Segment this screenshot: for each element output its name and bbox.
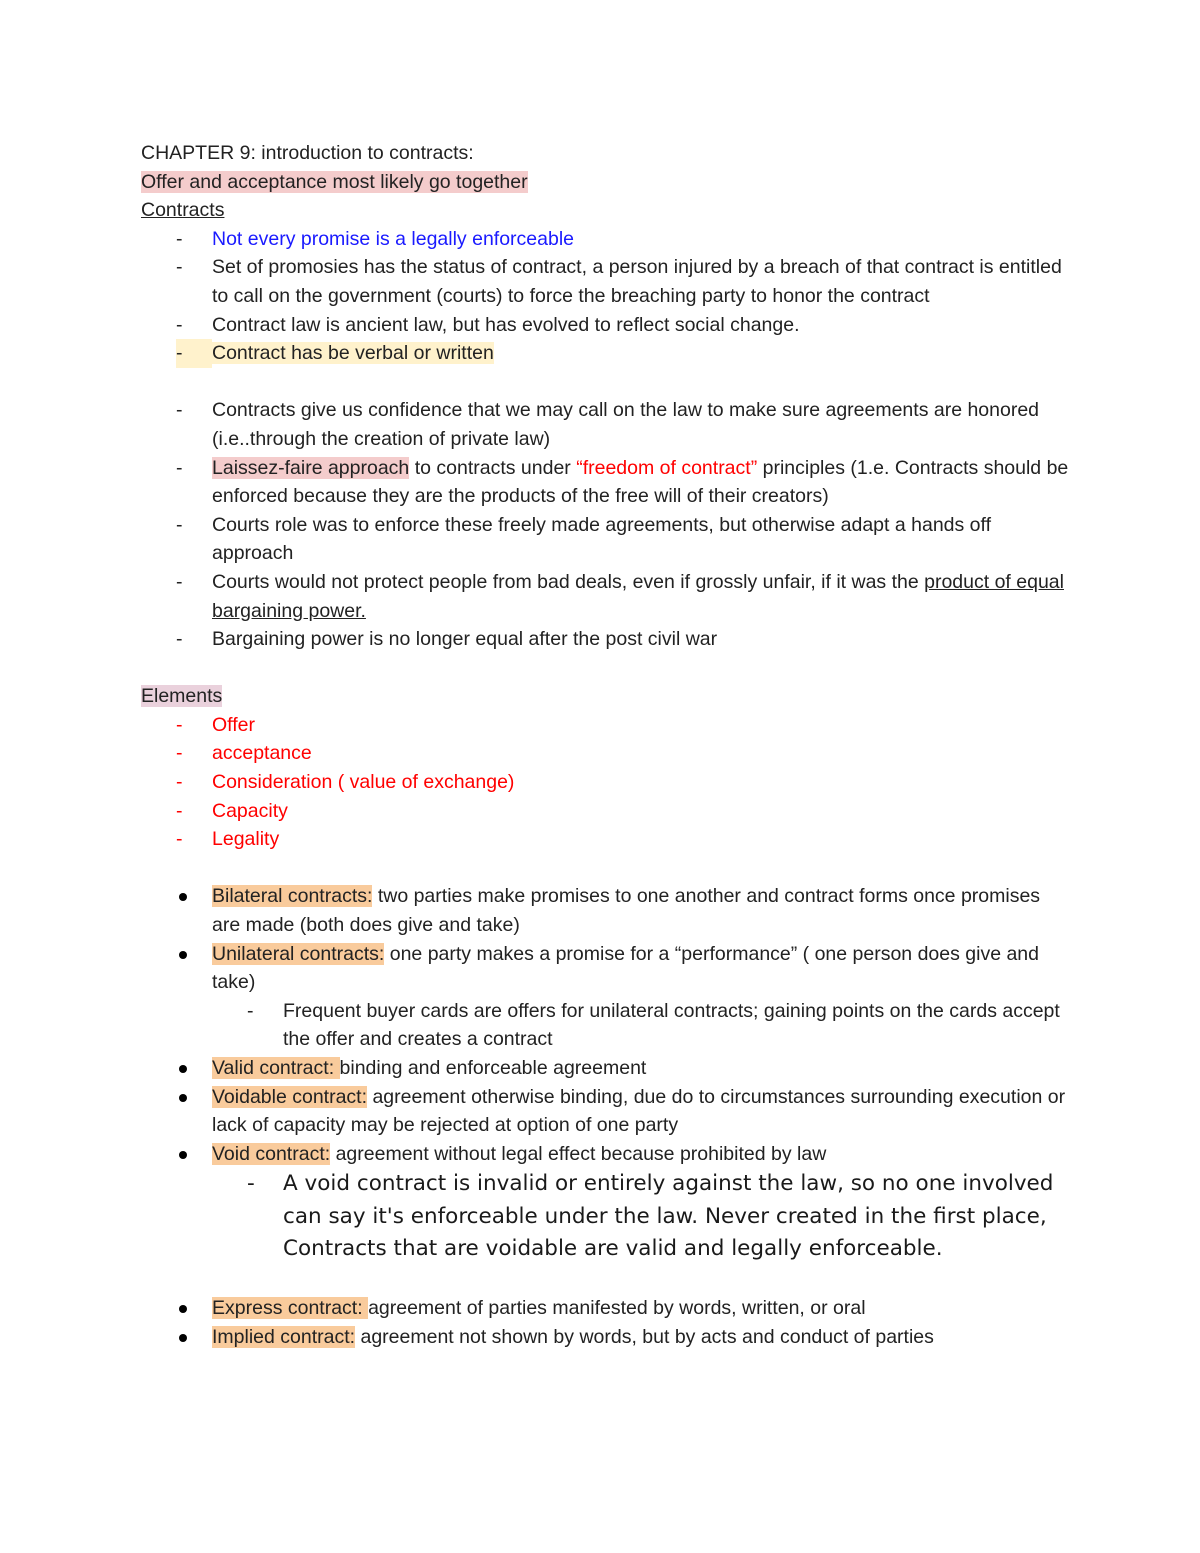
sub-list-item — [212, 997, 1071, 1054]
definition-term: Express contract: — [212, 1297, 369, 1320]
sub-list-item — [212, 1168, 1071, 1266]
list-item-text: Bargaining power is no longer equal after the post civil war — [212, 628, 718, 651]
definition-text: agreement without legal effect because prohibited by law — [330, 1142, 827, 1165]
laissez-faire-term: Laissez-faire approach — [212, 456, 410, 479]
definition-term: Implied contract: — [212, 1326, 356, 1349]
definition-text: two parties make promises to one another and contract forms once promises are made (both does give and take) — [212, 885, 1041, 937]
list-item — [141, 797, 1071, 826]
freedom-of-contract-quote: “freedom of contract” — [576, 456, 758, 479]
list-item — [141, 940, 1071, 1054]
list-item-text: Contract has be verbal or written — [212, 342, 494, 365]
sub-list — [212, 997, 1071, 1054]
document-page — [141, 139, 1071, 1352]
list-item-text: Contracts give us confidence that we may call on the law to make sure agreements are honored (i.e..through the creation of private law) — [212, 399, 1040, 450]
list-item — [141, 768, 1071, 797]
elements-list — [141, 711, 1071, 854]
list-item — [141, 1323, 1071, 1352]
list-item — [141, 339, 1071, 368]
contracts-heading — [141, 196, 1071, 225]
definition-term: Void contract: — [212, 1142, 331, 1165]
list-item-text: Contract law is ancient law, but has evolved to reflect social change. — [212, 313, 800, 336]
list-item-text: to contracts under — [409, 456, 577, 479]
list-item — [141, 739, 1071, 768]
highlight-note — [141, 168, 1071, 197]
list-item — [141, 396, 1071, 453]
sub-list-item-text: A void contract is invalid or entirely against the law, so no one involved can say it's enforceable under the law. Never created in the first place, Contracts that are voidable are valid and legally enforceable. — [283, 1171, 1054, 1262]
list-item — [141, 568, 1071, 625]
sub-list — [212, 1168, 1071, 1266]
spacer — [141, 368, 1071, 397]
contracts-list-2 — [141, 396, 1071, 653]
definitions-list — [141, 882, 1071, 1265]
definition-term: Bilateral contracts: — [212, 885, 373, 908]
page-title: CHAPTER 9: introduction to contracts: — [141, 142, 474, 164]
list-item-text: Courts would not protect people from bad deals, even if grossly unfair, if it was the — [212, 570, 925, 593]
definition-text: agreement of parties manifested by words, written, or oral — [368, 1297, 866, 1320]
list-item-text: Courts role was to enforce these freely made agreements, but otherwise adapt a hands off approach — [212, 513, 992, 565]
list-item-text: Offer — [212, 713, 255, 736]
definitions-list-2 — [141, 1294, 1071, 1351]
list-item — [141, 882, 1071, 939]
list-item-text: Capacity — [212, 799, 288, 822]
list-item — [141, 253, 1071, 310]
list-item — [141, 511, 1071, 568]
elements-heading-text: Elements — [141, 685, 223, 708]
list-item-text: acceptance — [212, 742, 312, 765]
underlined-phrase: product of equal bargaining power. — [212, 570, 1064, 622]
definition-text: agreement otherwise binding, due do to circumstances surrounding execution or lack of capacity may be rejected at option of one party — [212, 1085, 1066, 1137]
definition-text: agreement not shown by words, but by acts and conduct of parties — [355, 1326, 934, 1349]
definition-text: binding and enforceable agreement — [339, 1057, 647, 1079]
list-item-text: Set of promosies has the status of contract, a person injured by a breach of that contract is entitled to call on the government (courts) to force the breaching party to honor the contract — [212, 256, 1062, 307]
list-item — [141, 1083, 1071, 1140]
definition-text: one party makes a promise for a “performance” ( one person does give and take) — [212, 942, 1039, 994]
list-item — [141, 1294, 1071, 1323]
definition-term: Unilateral contracts: — [212, 942, 385, 965]
list-item — [141, 1054, 1071, 1083]
list-item — [141, 454, 1071, 511]
list-item — [141, 1140, 1071, 1266]
list-item — [141, 625, 1071, 654]
contracts-list — [141, 225, 1071, 368]
elements-heading — [141, 682, 1071, 711]
spacer — [141, 854, 1071, 883]
list-item-text: principles (1.e. Contracts should be enforced because they are the products of the free will of their creators) — [212, 456, 1069, 508]
highlight-note-text: Offer and acceptance most likely go together — [141, 170, 528, 193]
definition-term: Valid contract: — [212, 1057, 340, 1079]
spacer — [141, 1266, 1071, 1295]
definition-term: Voidable contract: — [212, 1085, 368, 1108]
list-item-text: Legality — [212, 828, 280, 851]
contracts-heading-text: Contracts — [141, 199, 225, 222]
list-item — [141, 825, 1071, 854]
spacer — [141, 654, 1071, 683]
list-item — [141, 311, 1071, 340]
list-item-text: Not every promise is a legally enforceable — [212, 227, 575, 250]
list-item — [141, 711, 1071, 740]
list-item — [141, 225, 1071, 254]
sub-list-item-text: Frequent buyer cards are offers for unilateral contracts; gaining points on the cards accept the offer and creates a contract — [283, 999, 1060, 1051]
list-item-text: Consideration ( value of exchange) — [212, 771, 515, 794]
